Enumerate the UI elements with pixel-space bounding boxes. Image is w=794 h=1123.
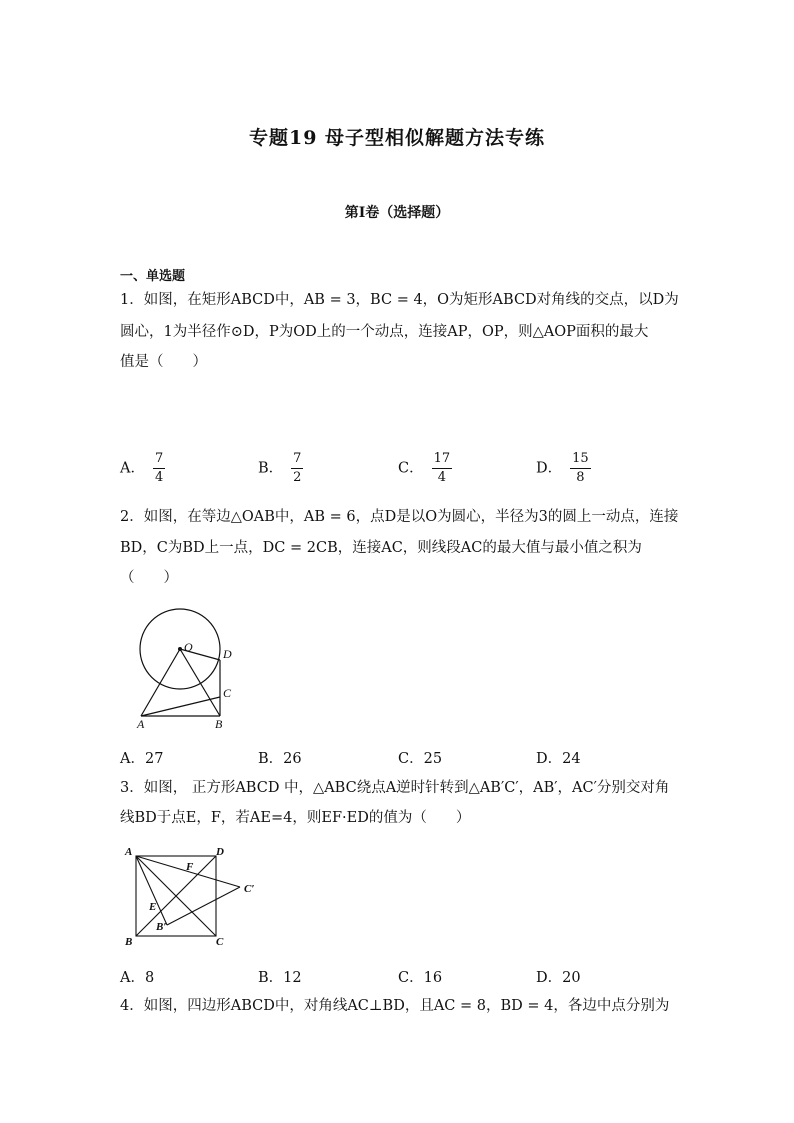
q3-label-b: B <box>125 936 133 948</box>
q2-option-d[interactable]: D．24 <box>536 751 581 767</box>
q3-segment-ab-prime <box>136 856 167 925</box>
q3-line-1: 3．如图， 正方形ABCD 中，△ABC绕点A逆时针转到△AB′C′，AB′，AC′分别交对角 <box>120 780 670 796</box>
q2-line-3: （ ） <box>120 570 178 586</box>
q3-label-c-prime: C′ <box>244 883 255 895</box>
q2-option-b[interactable]: B．26 <box>258 751 302 767</box>
q3-label-c: C <box>216 936 224 948</box>
q3-option-b[interactable]: B．12 <box>258 970 302 986</box>
q3-label-f: F <box>186 861 194 873</box>
q2-label-b: B <box>215 717 223 731</box>
q1-option-a[interactable]: A． $\frac{7}{4}$ <box>120 451 164 485</box>
q3-figure <box>120 842 270 952</box>
q2-figure <box>128 602 248 732</box>
q2-line-2: BD，C为BD上一点，DC = 2CB，连接AC，则线段AC的最大值与最小值之积为 <box>120 540 642 556</box>
q3-option-d[interactable]: D．20 <box>536 970 581 986</box>
q2-option-a[interactable]: A．27 <box>120 751 164 767</box>
q1-line-3: 值是（ ） <box>120 354 207 370</box>
q3-label-a: A <box>125 846 133 858</box>
q2-label-o: O <box>184 640 193 654</box>
q3-segment-b-prime-c-prime <box>167 887 240 925</box>
q3-label-d: D <box>216 846 224 858</box>
q2-segment-oa <box>141 649 180 716</box>
q2-label-a: A <box>137 717 145 731</box>
q1-option-b[interactable]: B． $\frac{7}{2}$ <box>258 451 302 485</box>
q2-segment-ob <box>180 649 220 716</box>
q3-line-2: 线BD于点E，F，若AE=4，则EF·ED的值为（ ） <box>120 810 471 826</box>
q2-line-1: 2．如图，在等边△OAB中，AB = 6，点D是以O为圆心，半径为3的圆上一动点，连接 <box>120 509 679 525</box>
q3-label-e: E <box>149 901 157 913</box>
q3-label-b-prime: B′ <box>156 921 167 933</box>
q2-option-c[interactable]: C．25 <box>398 751 443 767</box>
section-heading: 一、单选题 <box>120 269 186 284</box>
q4-line-1: 4．如图，四边形ABCD中，对角线AC⊥BD，且AC = 8，BD = 4，各边中点分别为 <box>120 998 670 1014</box>
q2-label-c: C <box>223 686 232 700</box>
q1-line-1: 1．如图，在矩形ABCD中，AB = 3，BC = 4，O为矩形ABCD对角线的交点，以D为 <box>120 292 679 308</box>
q1-line-2: 圆心，1为半径作⊙D，P为OD上的一个动点，连接AP，OP，则△AOP面积的最大 <box>120 324 649 340</box>
q2-segment-ac <box>141 697 220 716</box>
volume-subtitle: 第I卷（选择题） <box>344 205 450 221</box>
q3-option-a[interactable]: A．8 <box>120 970 155 986</box>
q1-option-c[interactable]: C． $\frac{17}{4}$ <box>398 451 451 485</box>
q2-label-d: D <box>223 647 232 661</box>
q2-point-o <box>178 647 182 651</box>
q1-option-d[interactable]: D． $\frac{15}{8}$ <box>536 451 589 485</box>
q3-option-c[interactable]: C．16 <box>398 970 443 986</box>
page-title: 专题19 母子型相似解题方法专练 <box>248 127 546 149</box>
